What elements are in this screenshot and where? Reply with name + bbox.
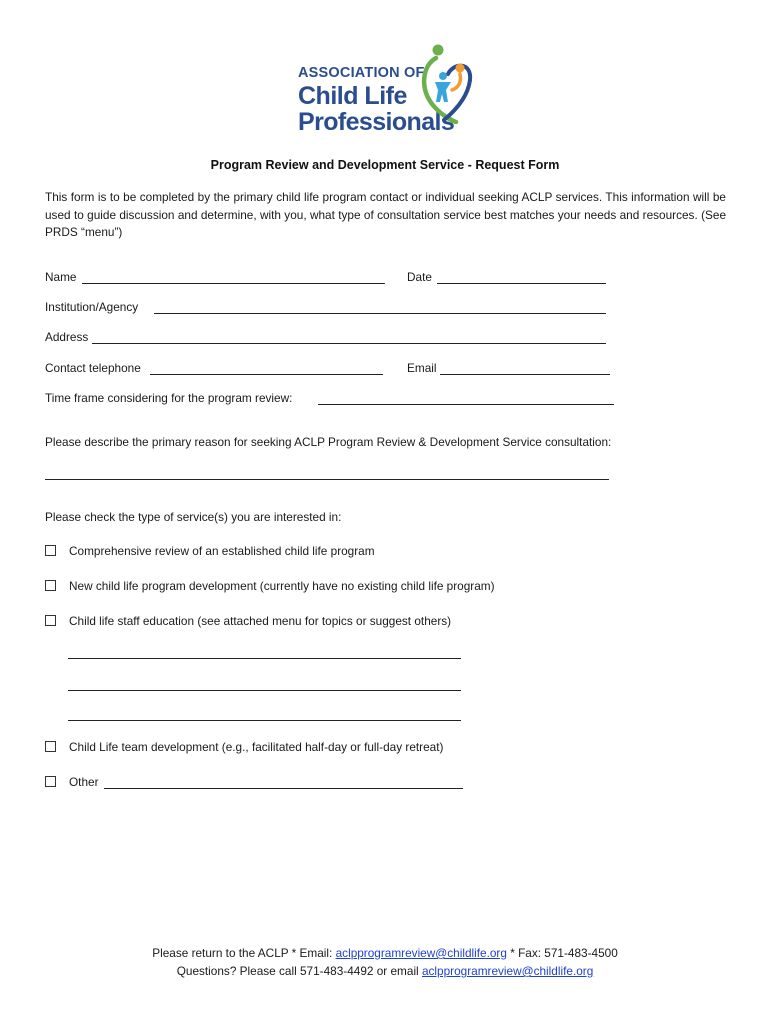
topic-field-3[interactable] — [68, 720, 461, 721]
date-field[interactable] — [437, 283, 606, 284]
address-field[interactable] — [92, 343, 606, 344]
form-title: Program Review and Development Service - Request Form — [210, 158, 560, 172]
footer-fax-text: * Fax: 571-483-4500 — [506, 946, 618, 960]
logo-line-1: ASSOCIATION OF — [298, 65, 425, 81]
checkbox[interactable] — [45, 615, 56, 626]
checkbox[interactable] — [45, 580, 56, 591]
service-label: New child life program development (currently have no existing child life program) — [69, 579, 495, 593]
email-link[interactable]: aclpprogramreview@childlife.org — [421, 964, 594, 978]
checkbox[interactable] — [45, 545, 56, 556]
telephone-label: Contact telephone — [45, 361, 141, 375]
service-option[interactable] — [45, 544, 375, 558]
telephone-field[interactable] — [150, 374, 383, 375]
service-label: Child Life team development (e.g., facilitated half-day or full-day retreat) — [69, 740, 444, 754]
service-option[interactable] — [45, 579, 495, 593]
institution-field[interactable] — [154, 313, 606, 314]
email-link[interactable]: aclpprogramreview@childlife.org — [335, 946, 507, 960]
service-label: Comprehensive review of an established child life program — [69, 544, 375, 558]
service-label: Child life staff education (see attached menu for topics or suggest others) — [69, 614, 452, 628]
footer-questions-text: Questions? Please call 571-483-4492 or email — [176, 964, 422, 978]
service-label: Other — [69, 775, 99, 789]
intro-paragraph: This form is to be completed by the primary child life program contact or individual seeking ACLP services. This information will be used to guide discussion and determine, with you, what type of consultation service best matches your needs and resources. (See PRDS “menu”) — [45, 190, 726, 240]
footer-return-text: Please return to the ACLP * Email: — [152, 946, 336, 960]
email-label: Email — [407, 361, 437, 375]
name-field[interactable] — [82, 283, 385, 284]
name-label: Name — [45, 270, 77, 284]
checkbox[interactable] — [45, 741, 56, 752]
footer-line-2 — [0, 962, 770, 980]
timeframe-field[interactable] — [318, 404, 614, 405]
logo-line-3: Professionals — [298, 107, 455, 136]
topic-field-1[interactable] — [68, 658, 461, 659]
footer-line-1 — [0, 944, 770, 962]
email-field[interactable] — [440, 374, 610, 375]
service-option[interactable] — [45, 614, 451, 628]
aclp-logo — [298, 44, 473, 144]
logo-line-2: Child Life — [298, 81, 407, 110]
timeframe-label: Time frame considering for the program review: — [45, 391, 293, 405]
family-heart-icon — [416, 44, 474, 124]
service-option[interactable] — [45, 775, 99, 789]
services-prompt: Please check the type of service(s) you are interested in: — [45, 510, 342, 524]
topic-field-2[interactable] — [68, 690, 461, 691]
other-field[interactable] — [104, 788, 463, 789]
footer — [0, 944, 770, 980]
address-label: Address — [45, 330, 89, 344]
date-label: Date — [407, 270, 432, 284]
institution-label: Institution/Agency — [45, 300, 139, 314]
reason-prompt: Please describe the primary reason for seeking ACLP Program Review & Development Service consultation: — [45, 435, 612, 449]
service-option[interactable] — [45, 740, 443, 754]
reason-field[interactable] — [45, 479, 609, 480]
checkbox[interactable] — [45, 776, 56, 787]
